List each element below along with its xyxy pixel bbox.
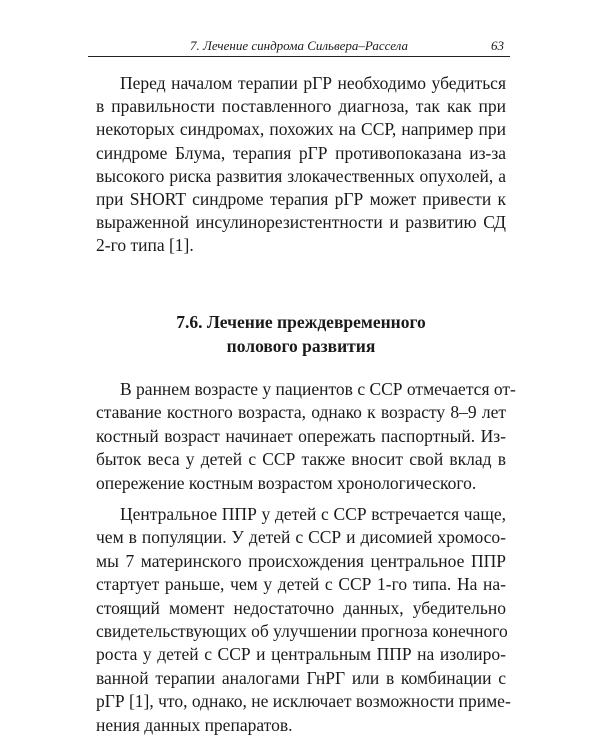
text-line: нения данных препаратов. [96,714,293,735]
text-line: роста у детей с ССР и центральным ППР на изолиро- [96,644,506,665]
text-line: некоторых синдромах, похожих на ССР, например при [96,119,506,140]
running-head-title: 7. Лечение синдрома Сильвера–Рассела [190,38,408,53]
running-head [88,34,510,57]
text-line: В раннем возрасте у пациентов с ССР отмечается от- [120,379,516,399]
text-line: 2-го типа [1]. [96,235,194,256]
text-line: при SHORT синдроме терапия рГР может привести к [96,189,506,210]
text-line: в правильности поставленного диагноза, так как при [96,96,506,117]
section-heading-line-2: полового развития [226,336,376,356]
text-line: мы 7 материнского происхождения центральное ППР [96,550,506,571]
text-line: высокого риска развития злокачественных опухолей, а [96,165,506,186]
text-line: стартует раньше, чем у детей с ССР 1-го типа. На на- [96,574,506,595]
text-line: костный возраст начинает опережать паспортный. Из- [96,425,506,446]
text-line: Центральное ППР у детей с ССР встречается чаще, [120,504,506,525]
text-line: свидетельствующих об улучшении прогноза конечного [96,621,508,642]
text-line: Перед началом терапии рГР необходимо убедиться [120,73,506,93]
text-line: быток веса у детей с ССР также вносит свой вклад в [96,449,506,470]
intro-paragraph [96,72,506,258]
text-line: синдроме Блума, терапия рГР противопоказана из-за [96,142,506,163]
text-line: рГР [1], что, однако, не исключает возможности приме- [96,691,511,712]
text-line: ставание костного возраста, однако к возрасту 8–9 лет [96,402,506,423]
section-heading-line-1: 7.6. Лечение преждевременного [176,312,426,332]
page-number: 63 [491,38,504,53]
paragraph-2 [96,503,511,737]
section-heading [96,310,506,358]
text-line: опережение костным возрастом хронологического. [96,472,477,493]
paragraph-1 [96,378,516,495]
section-body [96,378,516,745]
text-line: стоящий момент недостаточно данных, убедительно [96,597,506,618]
text-line: ванной терапии аналогами ГнРГ или в комбинации с [96,667,506,688]
text-line: чем в популяции. У детей с ССР и дисомией хромосо- [96,527,506,548]
text-line: выраженной инсулинорезистентности и развитию СД [96,212,506,233]
